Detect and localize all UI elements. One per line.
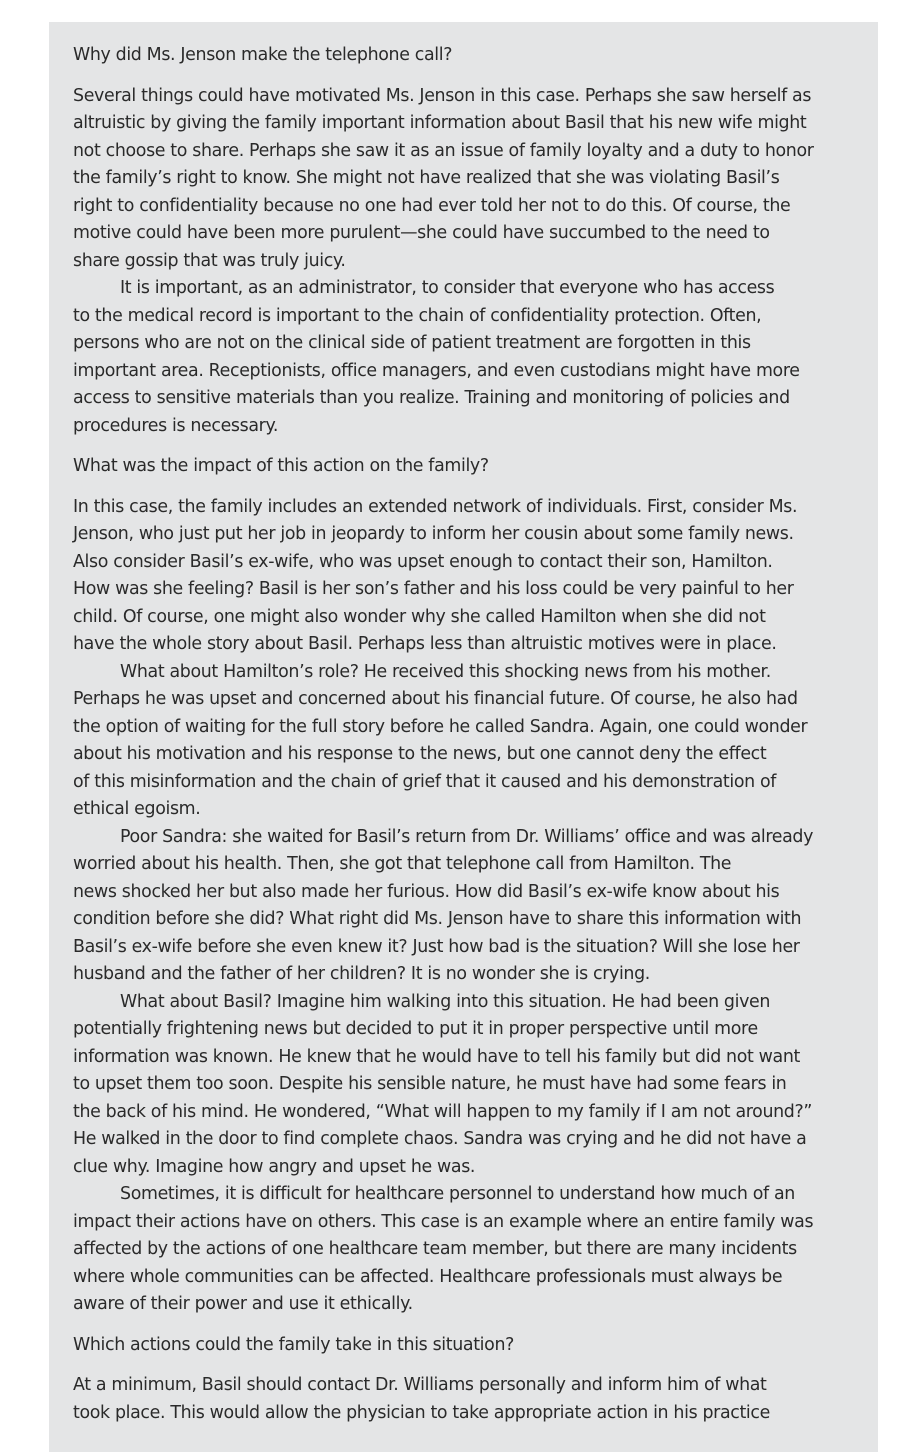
text-line: Basil’s ex-wife before she even knew it? Just how bad is the situation? Will she lose her <box>73 936 800 957</box>
text-line: motive could have been more purulent—she could have succumbed to the need to <box>73 223 770 243</box>
text-line: Perhaps he was upset and concerned about his financial future. Of course, he also had <box>73 689 798 709</box>
text-line: What about Hamilton’s role? He received this shocking news from his mother. <box>120 661 771 682</box>
text-line: procedures is necessary. <box>73 415 279 436</box>
text-line: the option of waiting for the full story before he called Sandra. Again, one could wonder <box>73 716 808 737</box>
question-heading-1: Why did Ms. Jenson make the telephone call? <box>73 45 453 65</box>
answer-paragraph-3 <box>73 494 858 659</box>
text-line: condition before she did? What right did Ms. Jenson have to share this information with <box>73 909 802 929</box>
text-line: access to sensitive materials than you realize. Training and monitoring of policies and <box>73 388 790 408</box>
text-line: to upset them too soon. Despite his sensible nature, he must have had some fears in <box>73 1074 787 1094</box>
text-line: important area. Receptionists, office managers, and even custodians might have more <box>73 360 800 381</box>
text-line: Several things could have motivated Ms. Jenson in this case. Perhaps she saw herself as <box>73 85 812 106</box>
text-line: aware of their power and use it ethically. <box>73 1294 413 1314</box>
text-line: ethical egoism. <box>73 799 201 819</box>
text-line: right to confidentiality because no one had ever told her not to do this. Of course, the <box>73 195 791 216</box>
answer-paragraph-1 <box>73 83 858 276</box>
text-line: Sometimes, it is difficult for healthcare personnel to understand how much of an <box>120 1184 795 1204</box>
text-line: share gossip that was truly juicy. <box>73 250 346 271</box>
text-line: affected by the actions of one healthcare team member, but there are many incidents <box>73 1239 797 1259</box>
text-line: At a minimum, Basil should contact Dr. Williams personally and inform him of what <box>73 1375 767 1395</box>
text-line: about his motivation and his response to the news, but one cannot deny the effect <box>73 744 767 764</box>
text-line: persons who are not on the clinical side of patient treatment are forgotten in this <box>73 333 751 353</box>
text-line: of this misinformation and the chain of grief that it caused and his demonstration of <box>73 771 777 792</box>
answer-paragraph-2 <box>73 275 858 440</box>
answer-paragraph-6 <box>73 989 858 1182</box>
text-line: child. Of course, one might also wonder why she called Hamilton when she did not <box>73 606 766 627</box>
text-line: Poor Sandra: she waited for Basil’s return from Dr. Williams’ office and was already <box>120 826 814 847</box>
text-line: where whole communities can be affected. Healthcare professionals must always be <box>73 1266 783 1287</box>
text-line: the family’s right to know. She might not have realized that she was violating Basil’s <box>73 168 780 188</box>
text-line: have the whole story about Basil. Perhaps less than altruistic motives were in place. <box>73 634 777 654</box>
text-line: to the medical record is important to the chain of confidentiality protection. Often, <box>73 305 762 326</box>
case-discussion-panel <box>49 22 878 1452</box>
text-line: How was she feeling? Basil is her son’s father and his loss could be very painful to her <box>73 579 794 599</box>
text-line: potentially frightening news but decided to put it in proper perspective until more <box>73 1019 758 1039</box>
text-line: impact their actions have on others. This case is an example where an entire family was <box>73 1211 814 1232</box>
answer-paragraph-7 <box>73 1181 858 1319</box>
question-heading-2: What was the impact of this action on the family? <box>73 456 489 476</box>
text-line: worried about his health. Then, she got that telephone call from Hamilton. The <box>73 854 732 874</box>
question-heading-3: Which actions could the family take in this situation? <box>73 1334 515 1355</box>
text-line: It is important, as an administrator, to consider that everyone who has access <box>120 278 775 298</box>
text-line: information was known. He knew that he would have to tell his family but did not want <box>73 1046 800 1067</box>
text-line: husband and the father of her children? It is no wonder she is crying. <box>73 964 650 984</box>
text-line: not choose to share. Perhaps she saw it as an issue of family loyalty and a duty to honor <box>73 140 814 161</box>
text-line: altruistic by giving the family important information about Basil that his new wife might <box>73 113 807 133</box>
text-line: He walked in the door to find complete chaos. Sandra was crying and he did not have a <box>73 1129 807 1149</box>
text-line: news shocked her but also made her furious. How did Basil’s ex-wife know about his <box>73 881 780 902</box>
text-line: clue why. Imagine how angry and upset he was. <box>73 1156 476 1177</box>
text-line: What about Basil? Imagine him walking into this situation. He had been given <box>120 991 771 1012</box>
text-line: the back of his mind. He wondered, “What will happen to my family if I am not around?” <box>73 1101 813 1122</box>
text-line: Also consider Basil’s ex-wife, who was upset enough to contact their son, Hamilton. <box>73 551 773 572</box>
answer-paragraph-4 <box>73 659 858 824</box>
answer-paragraph-8 <box>73 1372 858 1427</box>
text-line: Jenson, who just put her job in jeopardy to inform her cousin about some family news. <box>73 524 794 544</box>
text-line: took place. This would allow the physician to take appropriate action in his practice <box>73 1402 770 1423</box>
answer-paragraph-5 <box>73 824 858 989</box>
text-line: In this case, the family includes an extended network of individuals. First, consider Ms. <box>73 496 798 517</box>
